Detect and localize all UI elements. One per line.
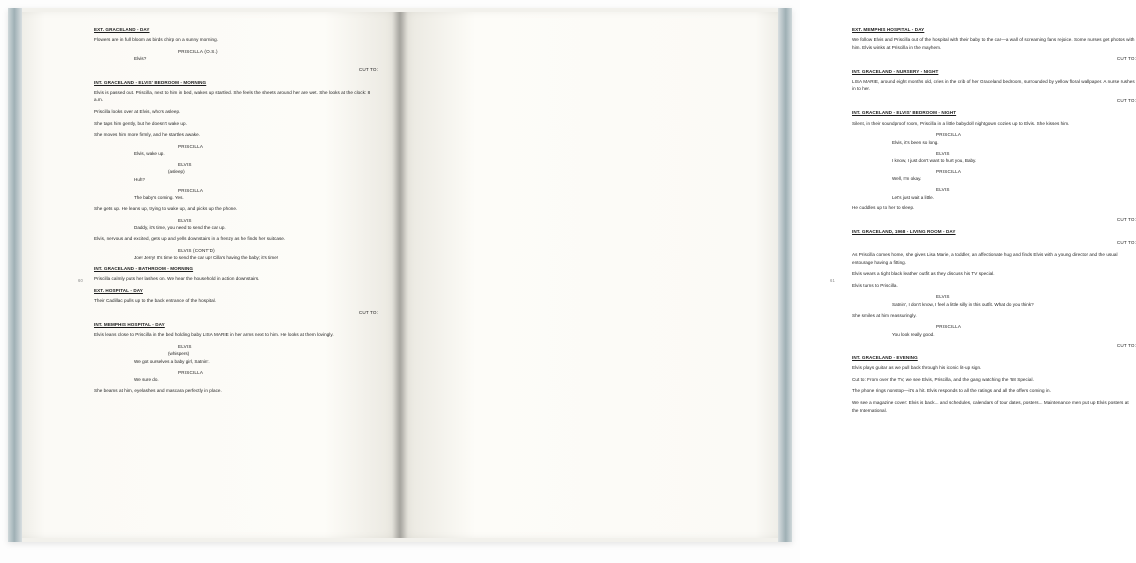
character-cue: PRISCILLA — [178, 187, 204, 193]
dialogue-line: Elvis? — [134, 56, 147, 62]
action-paragraph: Elvis leans close to Priscilla in the bed holding baby LISA MARIE in her arms next to him. He looks at them lovingly. — [94, 332, 334, 338]
action-paragraph: He cuddles up to her to sleep. — [852, 205, 915, 211]
scene-heading: EXT. HOSPITAL - DAY — [94, 287, 143, 293]
character-cue: PRISCILLA — [178, 143, 204, 149]
cover-edge-left — [8, 8, 22, 542]
dialogue-line: We sure do. — [134, 376, 159, 382]
parenthetical: (whispers) — [168, 351, 190, 357]
action-paragraph: As Priscilla comes home, she gives Lisa Marie, a toddler, an affectionate hug and finds Elvis with a young director and the usual entourage having a fitting. — [852, 252, 1118, 265]
right-page-content — [852, 26, 1136, 524]
scene-heading: EXT. MEMPHIS HOSPITAL - DAY — [852, 27, 925, 32]
dialogue-line: Let's just wait a little. — [892, 194, 934, 200]
action-paragraph: Priscilla calmly puts her lashes on. We hear the household in action downstairs. — [94, 276, 260, 282]
action-paragraph: She taps him gently, but he doesn't wake up. — [94, 120, 187, 126]
scene-heading: INT. GRACELAND, 1968 - LIVING ROOM - DAY — [852, 229, 956, 235]
action-paragraph: She beams at him, eyelashes and mascara perfectly in place. — [94, 387, 222, 393]
action-paragraph: Flowers are in full bloom as birds chirp on a sunny morning. — [94, 37, 219, 43]
action-paragraph: The phone rings nonstop—it's a hit. Elvis responds to all the ratings and all the offers coming in. — [852, 388, 1051, 394]
dialogue-line: Joe! Jerry! It's time to send the car up! Cilla's having the baby; it's time! — [134, 254, 279, 260]
character-cue: PRISCILLA — [936, 324, 962, 330]
dialogue-line: Elvis, it's been so long. — [892, 139, 939, 145]
character-cue: ELVIS — [178, 217, 192, 223]
action-paragraph: We see a magazine cover: Elvis is back... and schedules, calendars of tour dates, posters... Maintenance men put up Elvis posters at the International. — [852, 400, 1129, 413]
character-cue: ELVIS — [178, 343, 192, 349]
dialogue-line: Well, I'm okay. — [892, 176, 922, 182]
scene-heading: EXT. GRACELAND - DAY — [94, 27, 150, 32]
action-paragraph: Priscilla looks over at Elvis, who's asleep. — [94, 108, 181, 114]
dialogue-line: Huh? — [134, 176, 145, 182]
transition-cue: CUT TO: — [1116, 98, 1136, 104]
action-paragraph: Elvis wears a tight black leather outfit as they discuss his TV special. — [852, 271, 995, 277]
cover-edge-right — [778, 8, 792, 542]
action-paragraph: She gets up. He leans up, trying to wake up, and picks up the phone. — [94, 205, 238, 211]
action-paragraph: LISA MARIE, around eight months old, cries in the crib of her Graceland bedroom, surrounded by yellow floral wallpaper. A nurse rushes in to her. — [852, 79, 1135, 92]
character-cue: ELVIS — [936, 150, 950, 156]
scene-heading: INT. MEMPHIS HOSPITAL - DAY — [94, 321, 165, 327]
character-cue: PRISCILLA — [936, 132, 962, 138]
character-cue: ELVIS — [178, 162, 192, 168]
dialogue-line: You look really good. — [892, 331, 935, 337]
scene-heading: INT. GRACELAND - EVENING — [852, 354, 918, 360]
action-paragraph: We follow Elvis and Priscilla out of the hospital with their baby to the car—a wall of screaming fans rejoice. Some nurses get photos with him. Elvis winks at Priscilla in the mayhem. — [852, 37, 1135, 50]
scene-heading: INT. GRACELAND - ELVIS' BEDROOM - NIGHT — [852, 110, 957, 116]
transition-cue: CUT TO: — [1116, 342, 1136, 348]
parenthetical: (asleep) — [168, 169, 185, 175]
left-page-number: 60 — [78, 278, 83, 283]
character-cue: ELVIS — [936, 294, 950, 300]
action-paragraph: Their Cadillac pulls up to the back entrance of the hospital. — [94, 298, 217, 303]
right-page — [400, 12, 1136, 538]
action-paragraph: Elvis turns to Priscilla. — [852, 282, 898, 288]
dialogue-line: I know, I just don't want to hurt you, Baby. — [892, 157, 977, 163]
transition-cue: CUT TO: — [1116, 56, 1136, 62]
character-cue: ELVIS (CONT'D) — [178, 247, 215, 253]
left-page — [22, 12, 400, 538]
dialogue-line: The baby's coming. Yes. — [134, 195, 184, 201]
action-paragraph: Elvis, nervous and excited, gets up and yells downstairs in a frenzy as he finds her suitcase. — [94, 235, 286, 241]
open-book — [8, 8, 1136, 542]
transition-cue: CUT TO: — [358, 309, 378, 315]
dialogue-line: Satnin', I don't know, I feel a little silly in this outfit. What do you think? — [892, 301, 1034, 307]
scene-heading: INT. GRACELAND - ELVIS' BEDROOM - MORNING — [94, 79, 207, 85]
character-cue: PRISCILLA — [936, 168, 962, 174]
right-page-number: 61 — [830, 278, 835, 283]
scene-heading: INT. GRACELAND - BATHROOM - MORNING — [94, 265, 194, 271]
action-paragraph: Cut to: From over the TV, we see Elvis, Priscilla, and the gang watching the '68 Special. — [852, 376, 1034, 382]
dialogue-line: Daddy, it's time, you need to send the car up. — [134, 224, 226, 230]
scene-heading: INT. GRACELAND - NURSERY - NIGHT — [852, 68, 939, 74]
transition-cue: CUT TO: — [1116, 217, 1136, 223]
dialogue-line: We got ourselves a baby girl, Satnin'. — [134, 358, 210, 364]
dialogue-line: Elvis, wake up. — [134, 151, 165, 157]
transition-cue: CUT TO: — [358, 67, 378, 73]
action-paragraph: Elvis plays guitar as we pull back through his iconic lit-up sign. — [852, 365, 982, 371]
transition-cue: CUT TO: — [1116, 239, 1136, 245]
action-paragraph: She moves him more firmly, and he startles awake. — [94, 132, 201, 138]
character-cue: PRISCILLA (O.S.) — [178, 48, 218, 54]
action-paragraph: She smiles at him reassuringly. — [852, 312, 917, 318]
character-cue: PRISCILLA — [178, 369, 204, 375]
action-paragraph: Silent, in their soundproof room, Priscilla in a little babydoll nightgown cozies up to Elvis. She kisses him. — [852, 120, 1070, 126]
left-page-content — [94, 26, 378, 524]
character-cue: ELVIS — [936, 187, 950, 193]
action-paragraph: Elvis is passed out. Priscilla, next to him in bed, wakes up startled. She feels the sheets around her are wet. She looks at the clock: 8 a.m. — [94, 89, 371, 103]
